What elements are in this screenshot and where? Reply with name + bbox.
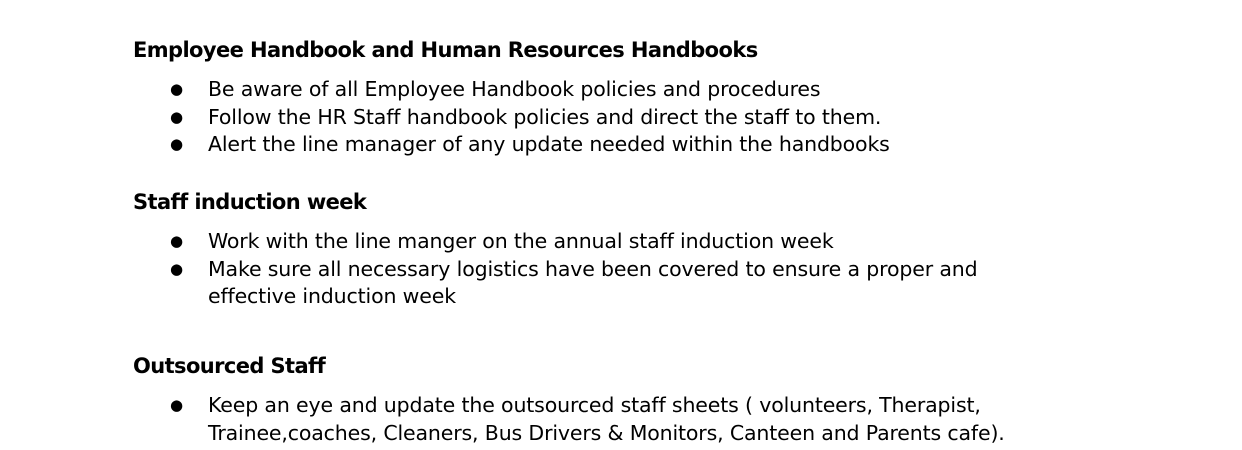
list-item-text: Alert the line manager of any update needed within the handbooks xyxy=(208,132,890,156)
bullet-icon: ● xyxy=(170,135,183,153)
bullet-list-outsourced xyxy=(133,392,1005,447)
section-heading-outsourced: Outsourced Staff xyxy=(133,354,326,378)
list-item-text: Follow the HR Staff handbook policies and direct the staff to them. xyxy=(208,104,882,129)
section-heading-handbooks: Employee Handbook and Human Resources Handbooks xyxy=(133,38,758,62)
bullet-icon: ● xyxy=(170,80,183,98)
bullet-icon: ● xyxy=(170,259,183,278)
list-item-text-continued: effective induction week xyxy=(208,284,456,308)
list-item xyxy=(133,131,890,159)
bullet-icon: ● xyxy=(170,107,183,126)
list-item xyxy=(133,76,890,104)
list-item-text-continued: Trainee,coaches, Cleaners, Bus Drivers & Monitors, Canteen and Parents cafe). xyxy=(208,420,1005,445)
list-item-text: Be aware of all Employee Handbook policies and procedures xyxy=(208,77,821,101)
bullet-list-handbooks xyxy=(133,76,890,159)
list-item xyxy=(133,228,977,256)
list-item xyxy=(133,104,890,132)
section-heading-induction: Staff induction week xyxy=(133,190,367,214)
list-item-text: Keep an eye and update the outsourced staff sheets ( volunteers, Therapist, xyxy=(208,393,981,417)
list-item xyxy=(133,256,977,311)
list-item-text: Make sure all necessary logistics have been covered to ensure a proper and xyxy=(208,256,978,281)
list-item-text: Work with the line manger on the annual staff induction week xyxy=(208,229,834,253)
bullet-icon: ● xyxy=(170,232,183,250)
bullet-icon: ● xyxy=(170,396,183,414)
list-item xyxy=(133,392,1005,447)
bullet-list-induction xyxy=(133,228,977,311)
